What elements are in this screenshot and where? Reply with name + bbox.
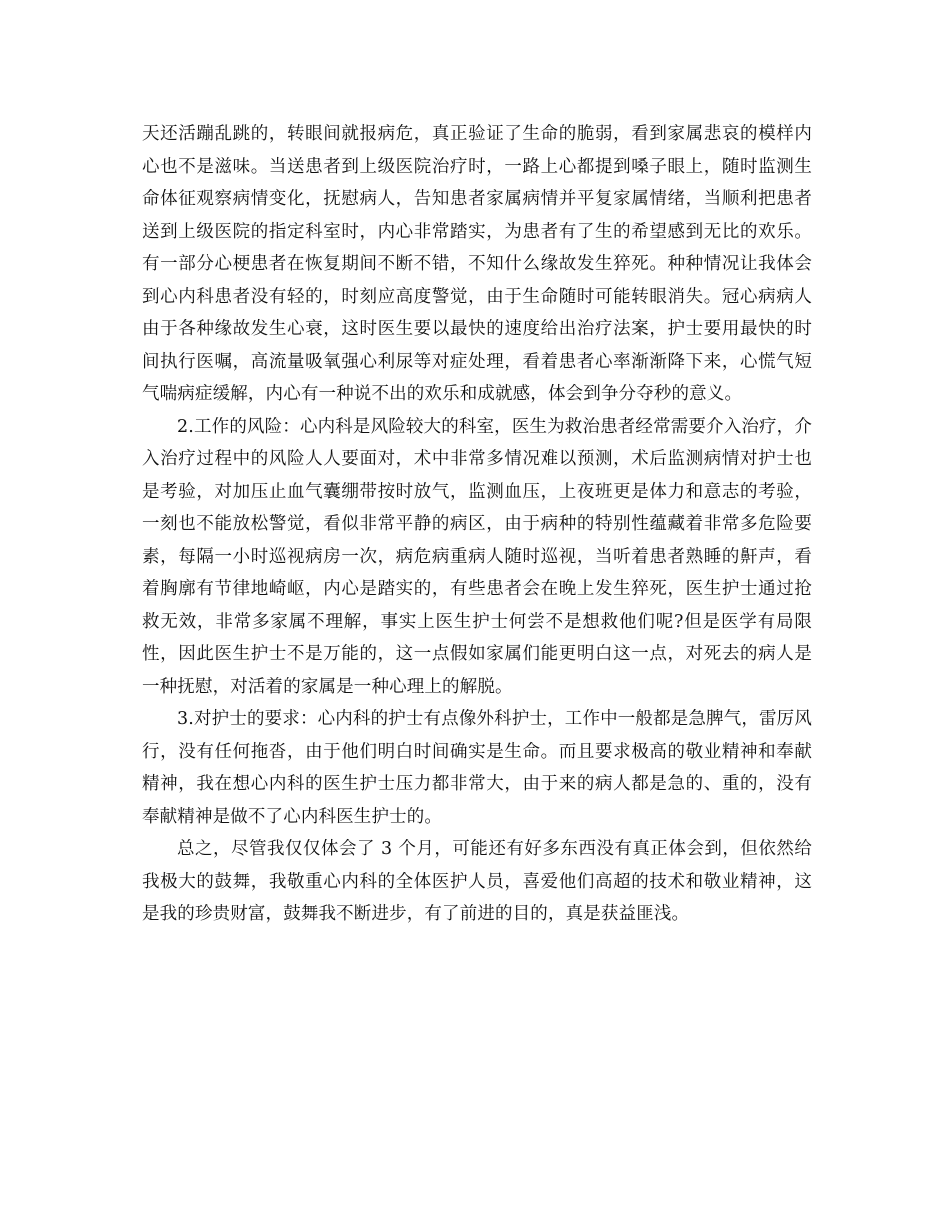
document-page xyxy=(142,118,812,931)
paragraph-continuation: 天还活蹦乱跳的，转眼间就报病危，真正验证了生命的脆弱，看到家属悲哀的模样内心也不是滋味。当送患者到上级医院治疗时，一路上心都提到嗓子眼上，随时监测生命体征观察病情变化，抚慰病人，告知患者家属病情并平复家属情绪，当顺利把患者送到上级医院的指定科室时，内心非常踏实，为患者有了生的希望感到无比的欢乐。有一部分心梗患者在恢复期间不断不错，不知什么缘故发生猝死。种种情况让我体会到心内科患者没有轻的，时刻应高度警觉，由于生命随时可能转眼消失。冠心病病人由于各种缘故发生心衰，这时医生要以最快的速度给出治疗法案，护士要用最快的时间执行医嘱，高流量吸氧强心利尿等对症处理，看着患者心率渐渐降下来，心慌气短气喘病症缓解，内心有一种说不出的欢乐和成就感，体会到争分夺秒的意义。 xyxy=(142,124,812,404)
paragraph-conclusion: 总之，尽管我仅仅体会了 3 个月，可能还有好多东西没有真正体会到，但依然给我极大的鼓舞，我敬重心内科的全体医护人员，喜爱他们高超的技术和敬业精神，这是我的珍贵财富，鼓舞我不断进步，有了前进的目的，真是获益匪浅。 xyxy=(142,839,812,924)
paragraph-work-risk: 2.工作的风险：心内科是风险较大的科室，医生为救治患者经常需要介入治疗，介入治疗过程中的风险人人要面对，术中非常多情况难以预测，术后监测病情对护士也是考验，对加压止血气囊绷带按时放气，监测血压，上夜班更是体力和意志的考验，一刻也不能放松警觉，看似非常平静的病区，由于病种的特别性蕴藏着非常多危险要素，每隔一小时巡视病房一次，病危病重病人随时巡视，当听着患者熟睡的鼾声，看着胸廓有节律地崎岖，内心是踏实的，有些患者会在晚上发生猝死，医生护士通过抢救无效，非常多家属不理解，事实上医生护士何尝不是想救他们呢?但是医学有局限性，因此医生护士不是万能的，这一点假如家属们能更明白这一点，对死去的病人是一种抚慰，对活着的家属是一种心理上的解脱。 xyxy=(142,416,812,697)
paragraph-nurse-requirements: 3.对护士的要求：心内科的护士有点像外科护士，工作中一般都是急脾气，雷厉风行，没有任何拖沓，由于他们明白时间确实是生命。而且要求极高的敬业精神和奉献精神，我在想心内科的医生护士压力都非常大，由于来的病人都是急的、重的，没有奉献精神是做不了心内科医生护士的。 xyxy=(142,709,812,827)
